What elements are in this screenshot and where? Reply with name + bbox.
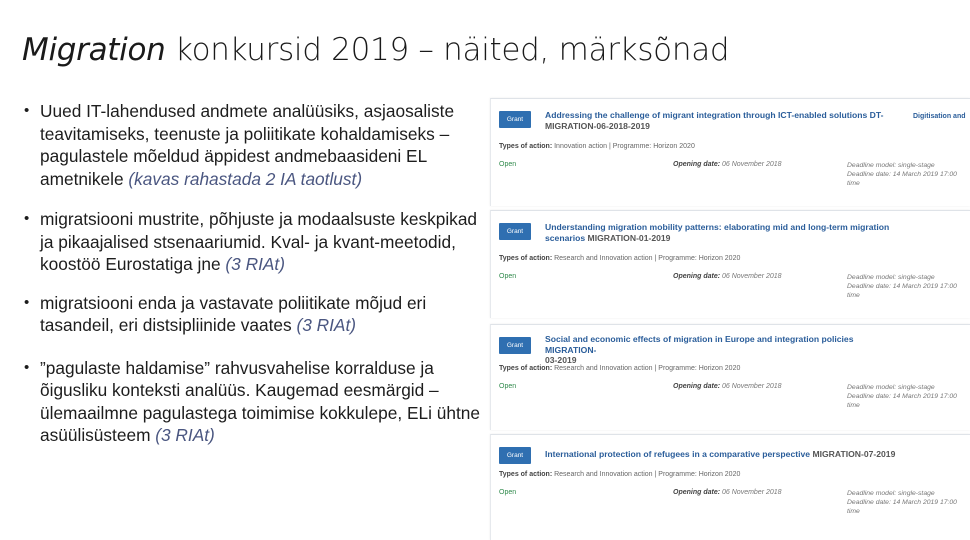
call-code: 03-2019 [545,355,577,365]
opening-label: Opening date: [673,489,721,496]
call-deadline [847,383,957,410]
bullet-text: migratsiooni enda ja vastavate poliitikate mõjud eri tasandeil, eri distsipliinide vaates [40,292,427,335]
bullet-dot: • [24,293,30,311]
bullet-item [22,208,482,276]
call-card[interactable] [490,324,970,430]
opening-value: 06 November 2018 [722,161,782,168]
call-title-text: Addressing the challenge of migrant integration through ICT-enabled solutions DT- [545,110,884,120]
slide-title [22,30,942,70]
types-value: Research and Innovation action | Programme: Horizon 2020 [554,365,741,372]
types-label: Types of action: [499,143,553,150]
bullet-item [22,292,482,337]
call-status: Open [499,161,517,168]
opening-label: Opening date: [673,273,721,280]
deadline-date: Deadline date: 14 March 2019 17:00 [847,283,957,290]
slide-title-rest: konkursid 2019 – näited, märksõnad [165,32,730,68]
bullet-dot: • [24,210,30,227]
call-status: Open [499,273,517,280]
call-opening [673,489,782,496]
deadline-date: Deadline date: 14 March 2019 17:00 [847,393,957,400]
deadline-model: Deadline model: single-stage [847,384,935,391]
bullet-text: migratsiooni mustrite, põhjuste ja modaalsuste keskpikad ja pikaajalised stsenaariumid. Kval- ja kvant-meetodid, koostöö Eurostatiga jne [40,209,478,274]
call-title-text: Understanding migration mobility patterns: elaborating mid and long-term migration scenarios [545,222,890,243]
bullet-item [22,100,482,190]
call-title[interactable] [545,222,905,243]
call-deadline [847,161,957,188]
grant-badge: Grant [499,337,531,354]
grant-badge: Grant [499,447,531,464]
call-title[interactable] [545,449,945,460]
opening-value: 06 November 2018 [722,489,782,496]
call-code: MIGRATION-01-2019 [587,232,671,243]
opening-label: Opening date: [673,161,721,168]
deadline-tz: time [847,180,860,187]
deadline-tz: time [847,402,860,409]
call-title[interactable] [545,110,905,131]
grant-badge: Grant [499,111,531,128]
call-title-text: Social and economic effects of migration in Europe and integration policies MIGRATION- [545,334,854,355]
bullet-note: (3 RIAt) [296,315,357,335]
types-value: Research and Innovation action | Programme: Horizon 2020 [554,471,741,478]
call-tag[interactable]: Digitisation and [913,113,966,120]
call-status: Open [499,489,517,496]
call-card[interactable] [490,98,970,206]
deadline-model: Deadline model: single-stage [847,162,935,169]
call-types [499,365,740,372]
bullet-note: (3 RIAt) [225,254,285,274]
grant-badge: Grant [499,223,531,240]
bullet-text: Uued IT-lahendused andmete analüüsiks, asjaosaliste teavitamiseks, teenuste ja poliitikate kohaldamiseks – pagulastele mõeldud äppidest andmebaasideni EL ametnikele [40,101,455,189]
call-code: MIGRATION-06-2018-2019 [545,120,650,131]
call-status: Open [499,383,517,390]
types-label: Types of action: [499,471,553,478]
bullet-item [22,357,482,447]
bullet-dot: • [24,358,30,376]
call-title[interactable] [545,334,905,366]
opening-value: 06 November 2018 [722,383,782,390]
call-card[interactable] [490,434,970,540]
call-card[interactable] [490,210,970,318]
opening-label: Opening date: [673,383,721,390]
call-opening [673,383,782,390]
call-deadline [847,273,957,300]
call-types [499,143,695,150]
types-value: Innovation action | Programme: Horizon 2020 [554,143,695,150]
call-deadline [847,489,957,516]
calls-screenshot [484,94,966,540]
bullet-note: (kavas rahastada 2 IA taotlust) [128,168,363,189]
deadline-model: Deadline model: single-stage [847,274,935,281]
call-code: MIGRATION-07-2019 [812,449,896,459]
deadline-tz: time [847,292,860,299]
bullet-list [22,100,482,463]
deadline-date: Deadline date: 14 March 2019 17:00 [847,171,957,178]
call-types [499,471,740,478]
deadline-model: Deadline model: single-stage [847,490,935,497]
deadline-date: Deadline date: 14 March 2019 17:00 [847,499,957,506]
types-label: Types of action: [499,365,553,372]
slide-title-emphasis: Migration [22,32,166,68]
types-value: Research and Innovation action | Programme: Horizon 2020 [554,255,741,262]
bullet-note: (3 RIAt) [155,425,215,445]
bullet-dot: • [24,102,30,119]
opening-value: 06 November 2018 [722,273,782,280]
deadline-tz: time [847,508,860,515]
call-title-text: International protection of refugees in a comparative perspective [545,449,811,459]
call-opening [673,161,782,168]
bullet-text: ”pagulaste haldamise” rahvusvahelise korralduse ja õigusliku konteksti analüüs. Kaugemad eesmärgid – ülemaailmne pagulastega toimimise kokkulepe, ELi ühtne asüülisüsteem [40,357,480,445]
call-opening [673,273,782,280]
call-types [499,255,740,262]
types-label: Types of action: [499,255,553,262]
